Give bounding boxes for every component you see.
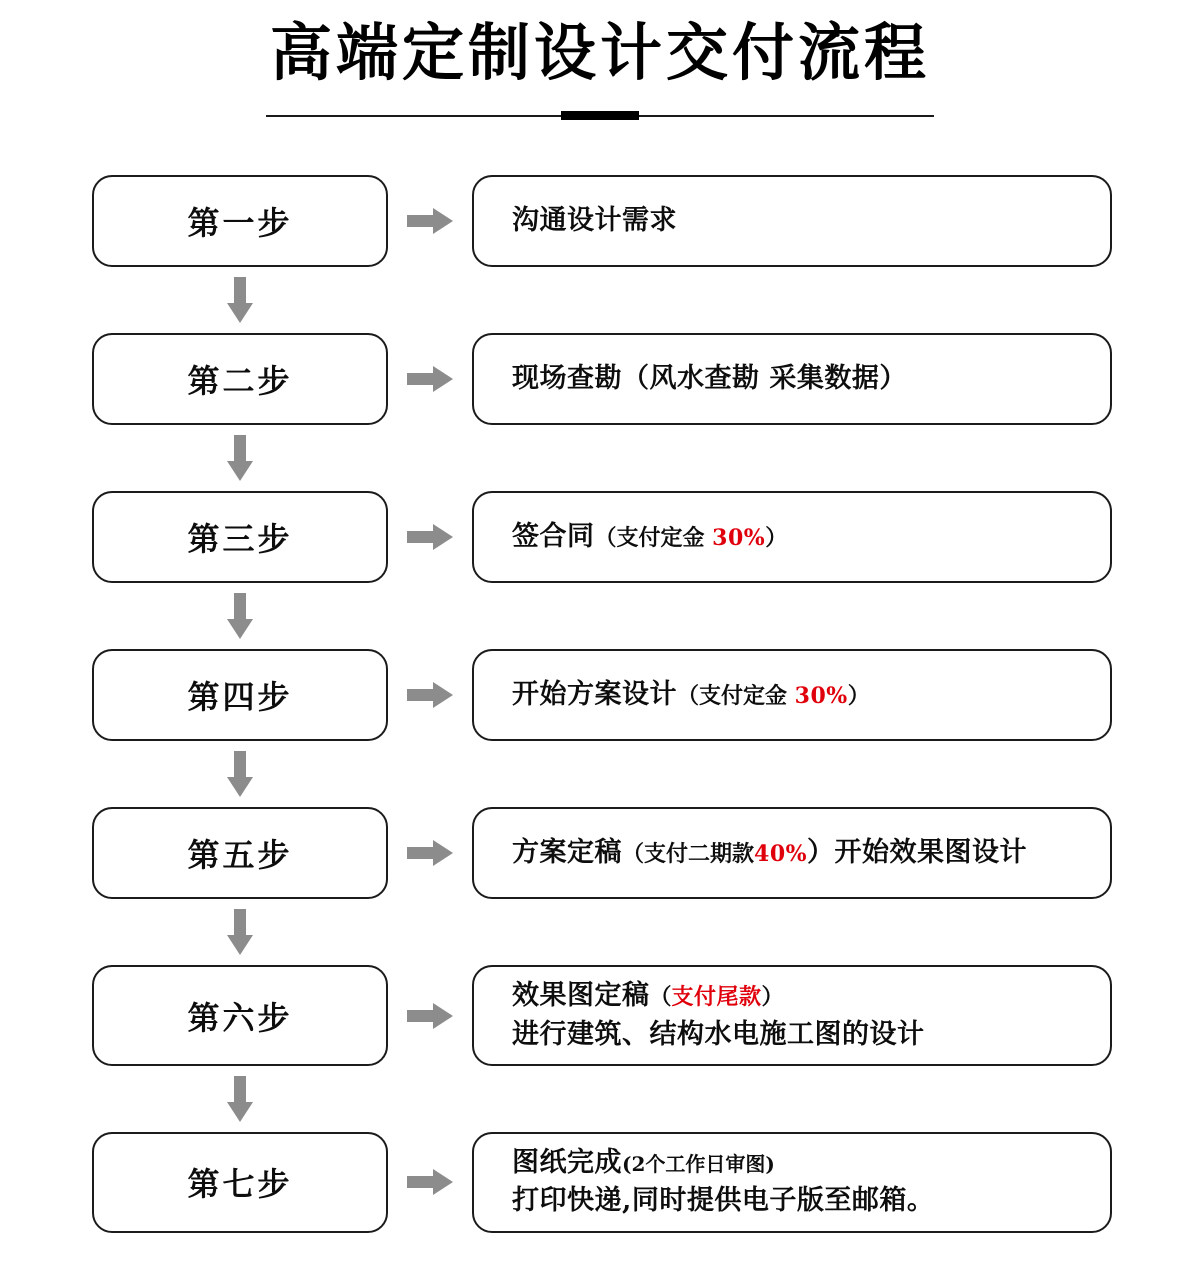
desc-tail-6: ） — [761, 984, 784, 1011]
arrow-cell-7 — [388, 1132, 472, 1233]
desc-main-3: 签合同 — [512, 521, 595, 553]
desc-text-6 — [512, 977, 925, 1054]
desc-box-7[interactable] — [472, 1132, 1112, 1233]
step-label-4: 第四步 — [187, 678, 293, 717]
step-label-1: 第一步 — [187, 204, 293, 243]
connector-2 — [92, 425, 1112, 491]
arrow-right-icon — [407, 682, 453, 708]
flow-row-6 — [92, 965, 1112, 1066]
connector-6 — [92, 1066, 1112, 1132]
desc-main-1: 沟通设计需求 — [512, 205, 677, 237]
desc-text-1 — [512, 202, 677, 240]
connector-3 — [92, 583, 1112, 649]
divider-line — [266, 115, 934, 117]
arrow-down-icon — [227, 1076, 253, 1122]
desc-line2-6: 进行建筑、结构水电施工图的设计 — [512, 1018, 925, 1050]
step-box-5[interactable] — [92, 807, 388, 899]
step-label-5: 第五步 — [187, 836, 293, 875]
step-label-2: 第二步 — [187, 362, 293, 401]
step-label-3: 第三步 — [187, 520, 293, 559]
desc-text-7 — [512, 1144, 934, 1221]
arrow-cell-5 — [388, 807, 472, 899]
arrow-cell-4 — [388, 649, 472, 741]
step-box-4[interactable] — [92, 649, 388, 741]
arrow-right-icon — [407, 366, 453, 392]
flow-row-7 — [92, 1132, 1112, 1233]
desc-note-3: （支付定金 — [594, 525, 713, 552]
desc-box-2[interactable] — [472, 333, 1112, 425]
desc-tail-4: ） — [847, 683, 870, 710]
connector-1 — [92, 267, 1112, 333]
desc-main-5: 方案定稿 — [512, 837, 622, 869]
arrow-down-icon — [227, 277, 253, 323]
desc-box-3[interactable] — [472, 491, 1112, 583]
desc-main-2: 现场查勘（风水查勘 采集数据） — [512, 363, 907, 395]
connector-4 — [92, 741, 1112, 807]
arrow-down-icon — [227, 593, 253, 639]
step-label-7: 第七步 — [187, 1165, 293, 1204]
desc-tail-5: ）开始效果图设计 — [807, 837, 1028, 869]
step-box-1[interactable] — [92, 175, 388, 267]
arrow-right-icon — [407, 1169, 453, 1195]
step-box-2[interactable] — [92, 333, 388, 425]
flow-diagram — [0, 175, 1200, 1232]
arrow-right-icon — [407, 524, 453, 550]
desc-box-1[interactable] — [472, 175, 1112, 267]
desc-main-6: 效果图定稿 — [512, 980, 650, 1012]
desc-note-6: （ — [649, 984, 672, 1011]
title-divider — [0, 109, 1200, 123]
desc-main-4: 开始方案设计 — [512, 679, 677, 711]
arrow-right-icon — [407, 1003, 453, 1029]
desc-text-4 — [512, 676, 870, 714]
arrow-down-icon — [227, 751, 253, 797]
flow-row-3 — [92, 491, 1112, 583]
connector-5 — [92, 899, 1112, 965]
arrow-cell-3 — [388, 491, 472, 583]
page-header — [0, 0, 1200, 123]
desc-note-red-4: 30% — [794, 683, 848, 710]
desc-text-2 — [512, 360, 907, 398]
step-label-6: 第六步 — [187, 998, 293, 1037]
desc-note-5: （支付二期款 — [622, 841, 755, 868]
step-box-3[interactable] — [92, 491, 388, 583]
desc-tail-3: ） — [765, 525, 788, 552]
desc-text-5 — [512, 834, 1027, 872]
flow-row-1 — [92, 175, 1112, 267]
desc-text-3 — [512, 518, 787, 556]
desc-box-4[interactable] — [472, 649, 1112, 741]
arrow-down-icon — [227, 435, 253, 481]
arrow-cell-6 — [388, 965, 472, 1066]
desc-note-7: (2个工作日审图) — [622, 1152, 775, 1177]
desc-note-4: （支付定金 — [677, 683, 795, 710]
flow-row-5 — [92, 807, 1112, 899]
desc-note-red-5: 40% — [754, 841, 808, 868]
flow-row-4 — [92, 649, 1112, 741]
step-box-7[interactable] — [92, 1132, 388, 1233]
desc-line2-7: 打印快递,同时提供电子版至邮箱。 — [512, 1185, 935, 1217]
page-title: 高端定制设计交付流程 — [269, 16, 930, 89]
arrow-cell-2 — [388, 333, 472, 425]
desc-note-red-3: 30% — [712, 525, 766, 552]
step-box-6[interactable] — [92, 965, 388, 1066]
desc-main-7: 图纸完成 — [512, 1147, 622, 1179]
flow-row-2 — [92, 333, 1112, 425]
desc-box-6[interactable] — [472, 965, 1112, 1066]
arrow-cell-1 — [388, 175, 472, 267]
desc-note-red-6: 支付尾款 — [671, 984, 762, 1011]
arrow-right-icon — [407, 208, 453, 234]
arrow-right-icon — [407, 840, 453, 866]
arrow-down-icon — [227, 909, 253, 955]
desc-box-5[interactable] — [472, 807, 1112, 899]
